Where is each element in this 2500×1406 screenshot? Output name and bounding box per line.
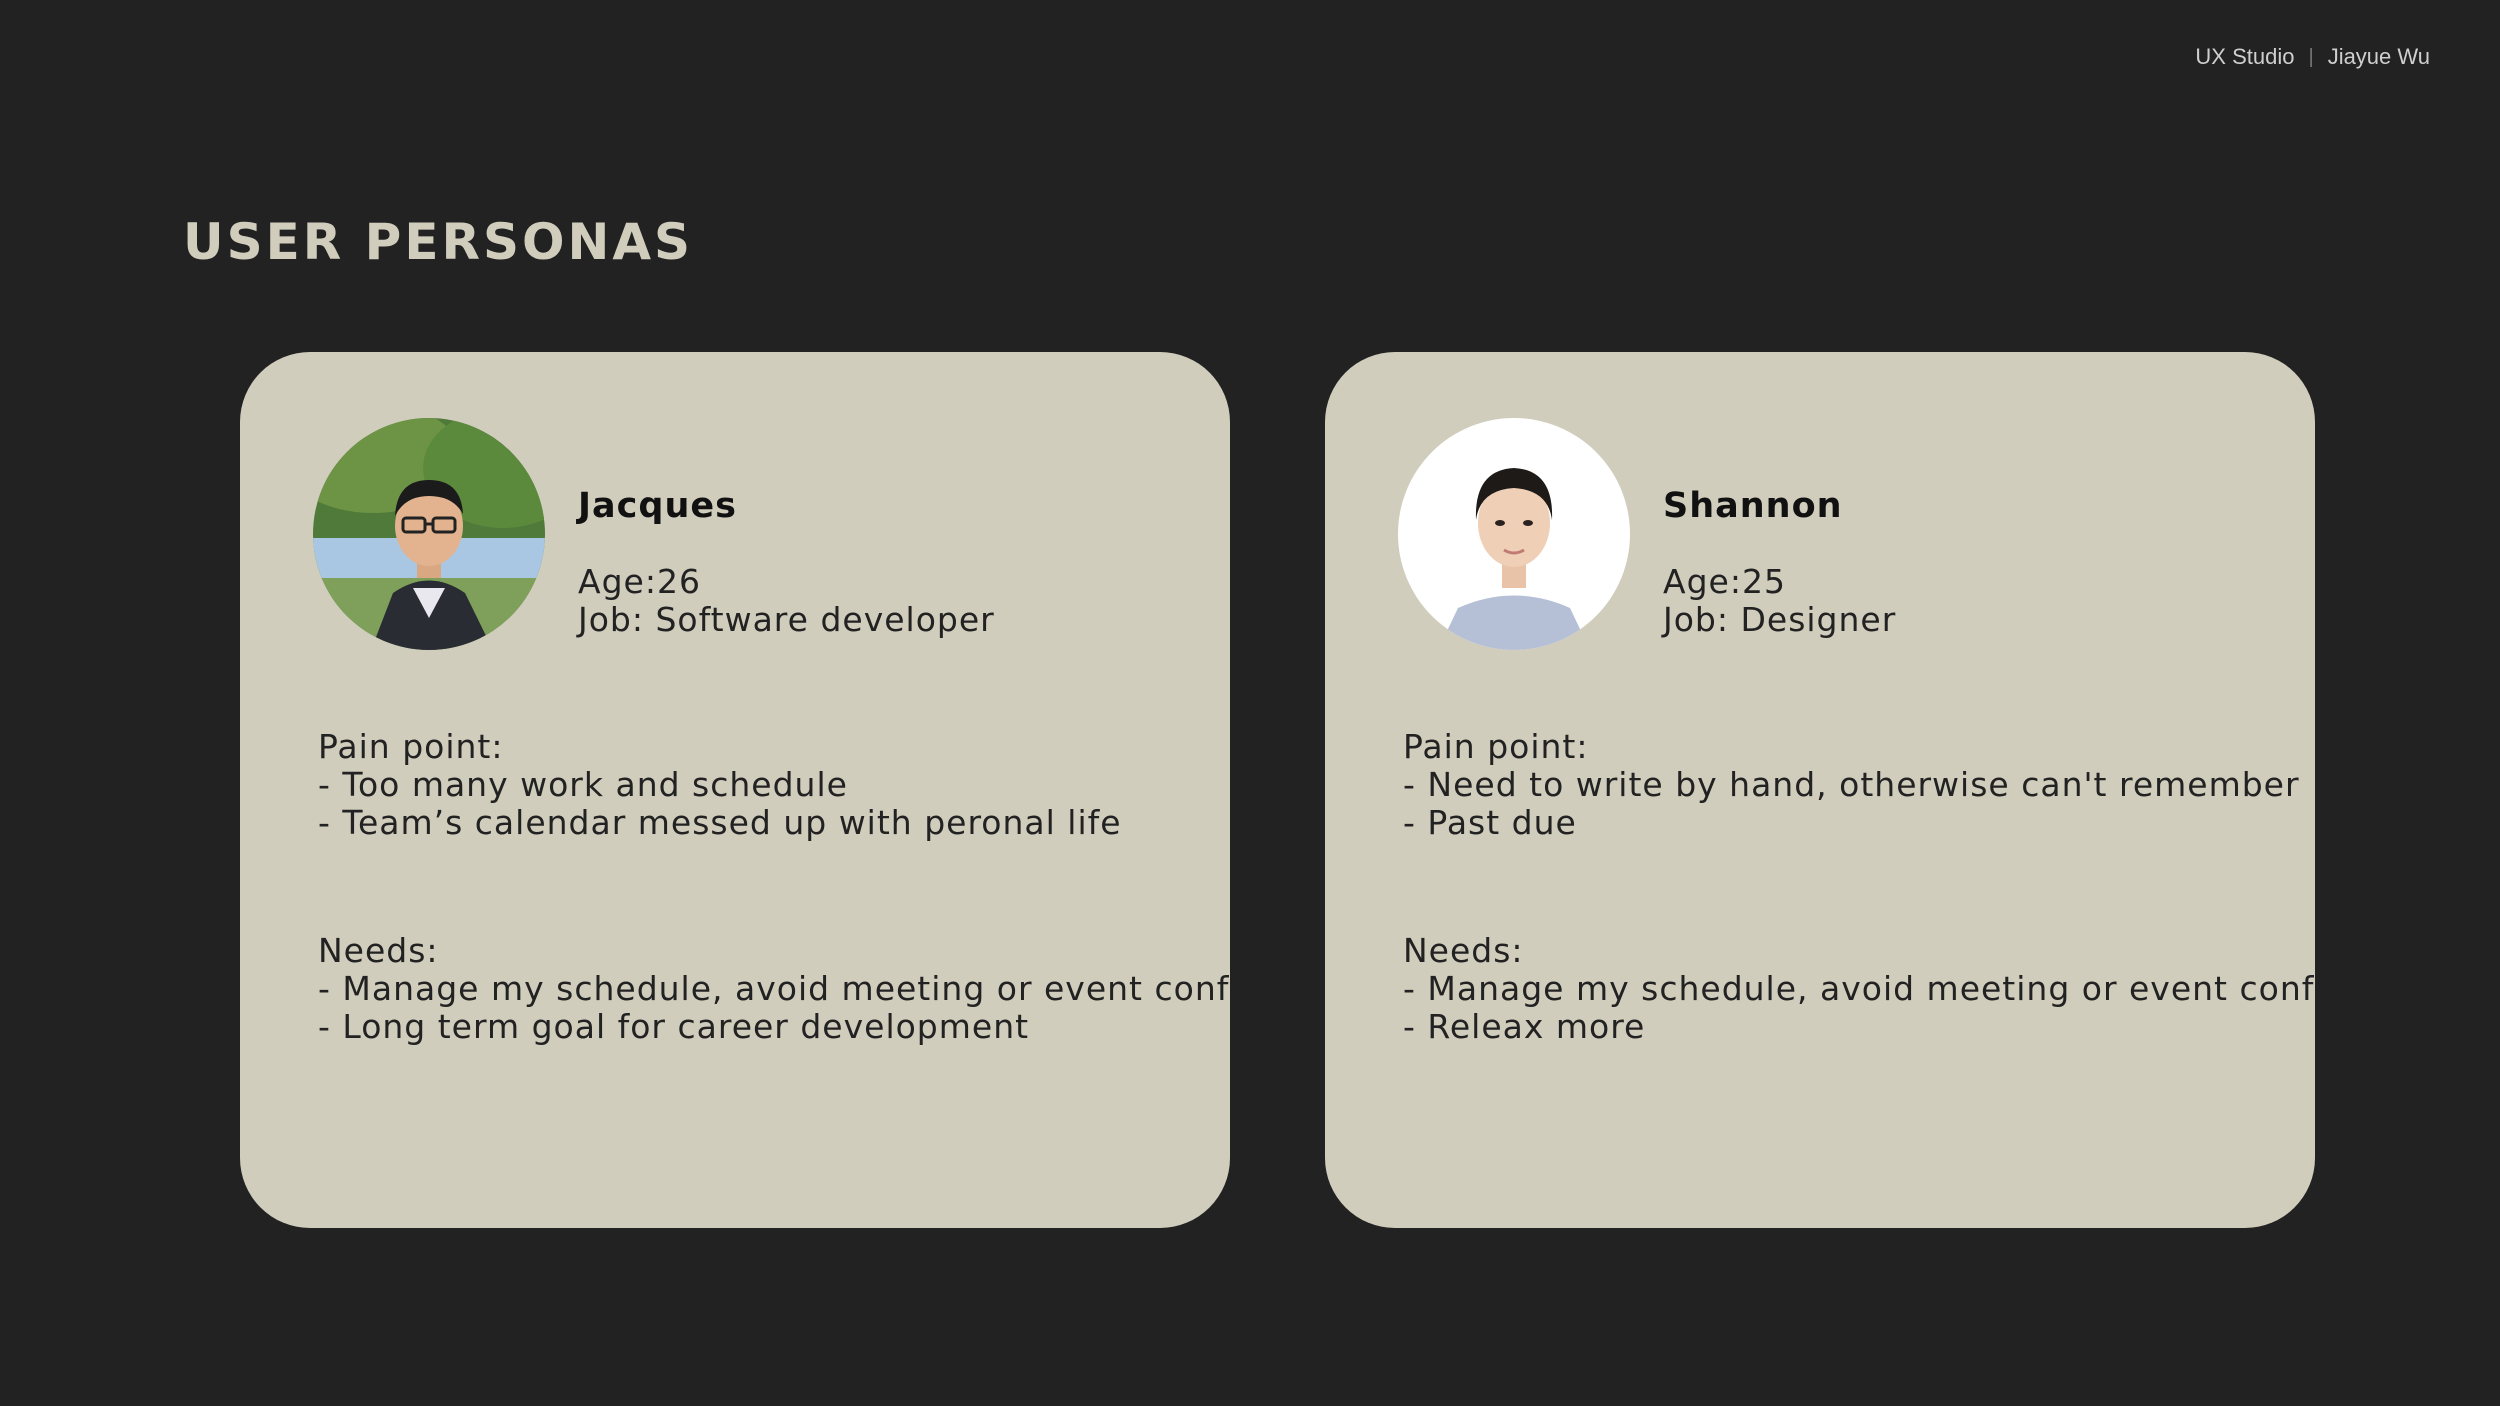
page-title: USER PERSONAS: [183, 213, 694, 271]
user-photo-icon: [1398, 418, 1630, 650]
need-item: - Releax more: [1403, 1007, 1646, 1046]
need-item: - Manage my schedule, avoid meeting or event conflicts.: [1403, 969, 2398, 1008]
user-photo-icon: [313, 418, 545, 650]
needs-label: Needs:: [318, 931, 439, 970]
studio-label: UX Studio: [2195, 44, 2295, 69]
persona-job: Job: Designer: [1663, 600, 1897, 639]
persona-card-shannon: [1325, 352, 2398, 1228]
pain-point-item: - Team’s calendar messed up with peronal life: [318, 803, 1122, 842]
persona-name: Jacques: [578, 486, 737, 526]
persona-age: Age:26: [578, 562, 701, 601]
needs-label: Needs:: [1403, 931, 1524, 970]
persona-job: Job: Software developer: [578, 600, 995, 639]
pain-point-item: - Past due: [1403, 803, 1577, 842]
pain-points: [318, 728, 1122, 842]
pain-point-item: - Too many work and schedule: [318, 765, 848, 804]
needs: [1403, 932, 2397, 1046]
pain-points: [1403, 728, 2300, 842]
pain-points-label: Pain point:: [318, 727, 504, 766]
header-separator: |: [2308, 45, 2314, 68]
persona-age: Age:25: [1663, 562, 1786, 601]
pain-point-item: - Need to write by hand, otherwise can't remember: [1403, 765, 2300, 804]
need-item: - Long term goal for career development: [318, 1007, 1030, 1046]
pain-points-label: Pain point:: [1403, 727, 1589, 766]
avatar-jacques: [313, 418, 545, 650]
author-label: Jiayue Wu: [2327, 44, 2430, 69]
persona-card-jacques: [240, 352, 1313, 1228]
avatar-shannon: [1398, 418, 1630, 650]
header-meta: [2195, 44, 2430, 70]
needs: [318, 932, 1312, 1046]
persona-name: Shannon: [1663, 486, 1843, 526]
need-item: - Manage my schedule, avoid meeting or event conflicts.: [318, 969, 1313, 1008]
